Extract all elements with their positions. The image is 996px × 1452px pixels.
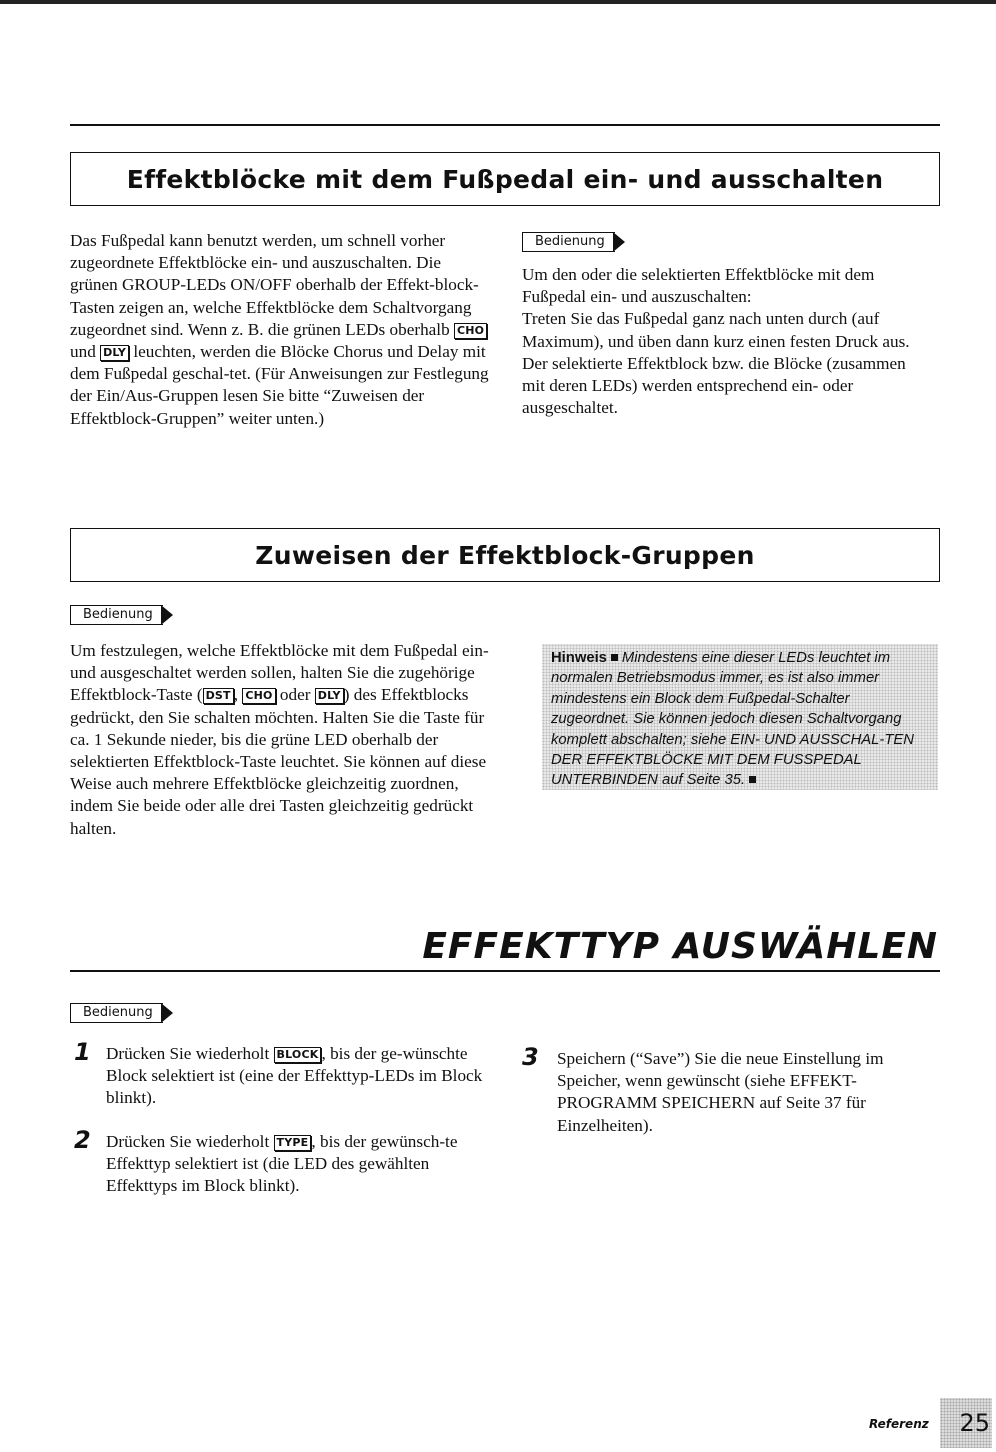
section1-left-paragraph [70, 230, 490, 430]
section3-title: EFFEKTTYP AUSWÄHLEN [422, 926, 938, 967]
section1-right-line2: Treten Sie das Fußpedal ganz nach unten durch (auf Maximum), und üben dann kurz einen festen Druck aus. Der selektierte Effektblock bzw. die Blöcke (zusammen mit deren LEDs) werden entsprechend ein- oder ausgeschaltet. [522, 309, 910, 418]
step-2-text [106, 1131, 494, 1198]
arrow-right-icon [161, 605, 173, 625]
text-run: , bis der gewünsch-te Effekttyp selektiert ist (die LED des gewählten Effekttyps im Block blinkt). [106, 1132, 458, 1196]
page-number: 25 [940, 1398, 992, 1448]
text-run: Um festzulegen, welche Effektblöcke mit dem Fußpedal ein- und ausgeschaltet werden sollen, halten Sie die zugehörige Effektblock-Taste ( [70, 641, 489, 705]
cho-key-icon: CHO [454, 323, 487, 339]
dly-key-icon: DLY [315, 688, 344, 704]
note-text: Mindestens eine dieser LEDs leuchtet im normalen Betriebsmodus immer, es ist also immer mindestens ein Block dem Fußpedal-Schalter zugeordnet. Sie können jedoch diesen Schaltvorgang komplett abschalten; siehe EIN- UND AUSSCHAL-TEN DER EFFEKTBLÖCKE MIT DEM FUSSPEDAL UNTERBINDEN auf Seite 35. [551, 650, 914, 789]
text-run: leuchten, werden die Blöcke Chorus und Delay mit dem Fußpedal geschal-tet. (Für Anweisungen zur Festlegung der Ein/Aus-Gruppen lesen Sie bitte “Zuweisen der Effektblock-Gruppen” weiter unten.) [70, 342, 489, 428]
text-run: Das Fußpedal kann benutzt werden, um schnell vorher zugeordnete Effektblöcke ein- und auszuschalten. Die grünen GROUP-LEDs ON/OFF oberhalb der Effekt-block-Tasten zeigen an, welche Effektblöcke dem Schaltvorgang zugeordnet sind. Wenn z. B. die grünen LEDs oberhalb [70, 231, 479, 339]
section3-rule [70, 970, 940, 972]
square-bullet-icon [611, 654, 618, 661]
step-1-text [106, 1043, 494, 1110]
footer-section-label: Referenz [869, 1417, 929, 1431]
section2-title [70, 528, 940, 582]
bedienung-label: Bedienung [522, 232, 615, 252]
section1-top-rule [70, 124, 940, 126]
section2-paragraph [70, 640, 490, 840]
step-2-number: 2 [74, 1126, 91, 1154]
text-run: und [70, 342, 101, 362]
section1-title-text: Effektblöcke mit dem Fußpedal ein- und ausschalten [126, 164, 884, 194]
text-run: Drücken Sie wiederholt [106, 1044, 274, 1063]
bedienung-badge-2 [70, 605, 173, 625]
end-square-icon [749, 776, 756, 783]
text-run: , [233, 685, 243, 705]
bedienung-label: Bedienung [70, 1003, 163, 1023]
block-key-icon: BLOCK [274, 1047, 322, 1063]
text-run: , bis der ge-wünschte Block selektiert ist (eine der Effekttyp-LEDs im Block blinkt). [106, 1044, 483, 1108]
text-run: oder [275, 685, 315, 705]
arrow-right-icon [613, 232, 625, 252]
bedienung-badge-1 [522, 232, 625, 252]
step-1-number: 1 [74, 1038, 91, 1066]
top-edge-bar [0, 0, 996, 4]
step-3-text: Speichern (“Save”) Sie die neue Einstellung im Speicher, wenn gewünscht (siehe EFFEKT-PROGRAMM SPEICHERN auf Seite 37 für Einzelheiten). [557, 1049, 884, 1135]
section1-right-line1: Um den oder die selektierten Effektblöcke mit dem Fußpedal ein- und auszuschalten: [522, 265, 875, 307]
section2-title-text: Zuweisen der Effektblock-Gruppen [255, 540, 755, 570]
text-run: ) des Effektblocks gedrückt, den Sie schalten möchten. Halten Sie die Taste für ca. 1 Sekunde nieder, bis die grüne LED oberhalb der selektierten Effektblock-Taste leuchtet. Sie können auf diese Weise auch mehrere Effektblöcke gleichzeitig zuordnen, indem Sie beide oder alle drei Tasten gleichzeitig gedrückt halten. [70, 685, 487, 838]
section1-right-paragraph [522, 264, 932, 419]
arrow-right-icon [161, 1003, 173, 1023]
type-key-icon: TYPE [274, 1135, 312, 1151]
bedienung-badge-3 [70, 1003, 173, 1023]
cho-key-icon: CHO [242, 688, 275, 704]
text-run: Drücken Sie wiederholt [106, 1132, 274, 1151]
note-label: Hinweis [551, 650, 607, 666]
dly-key-icon: DLY [100, 345, 129, 361]
step-3-number: 3 [522, 1043, 539, 1071]
hinweis-note-box [542, 644, 938, 790]
bedienung-label: Bedienung [70, 605, 163, 625]
section1-title [70, 152, 940, 206]
dst-key-icon: DST [203, 688, 234, 704]
